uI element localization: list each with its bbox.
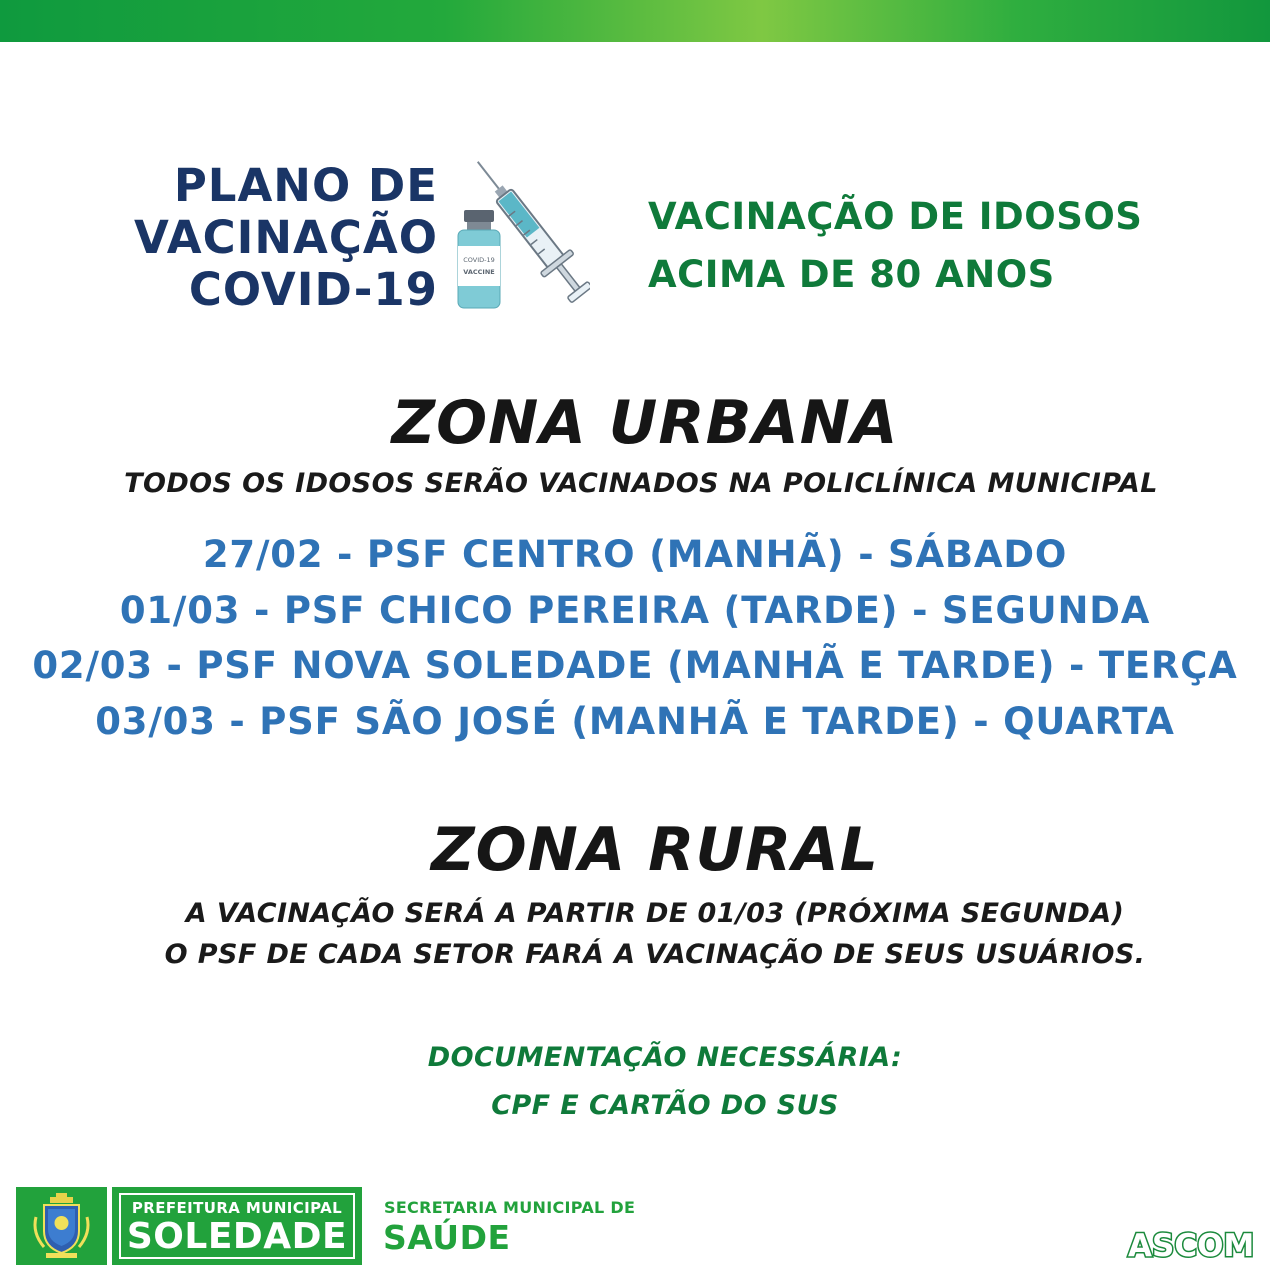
- headline: [648, 188, 1208, 304]
- plan-title-line-3: COVID-19: [188, 263, 438, 316]
- prefeitura-logo: [112, 1187, 362, 1265]
- zona-rural-title: ZONA RURAL: [431, 815, 879, 885]
- schedule-item: 03/03 - PSF SÃO JOSÉ (MANHÃ E TARDE) - QUARTA: [95, 699, 1175, 743]
- schedule-list: [0, 527, 1270, 749]
- vaccine-syringe-icon: [450, 150, 590, 315]
- schedule-item: 02/03 - PSF NOVA SOLEDADE (MANHÃ E TARDE) - TERÇA: [32, 644, 1238, 687]
- city-name: SOLEDADE: [126, 1216, 348, 1257]
- saude-label: SAÚDE: [383, 1218, 511, 1257]
- headline-line-2: ACIMA DE 80 ANOS: [648, 253, 1055, 296]
- plan-title-line-2: VACINAÇÃO: [134, 211, 438, 264]
- plan-title: [118, 160, 438, 316]
- prefeitura-label: PREFEITURA MUNICIPAL: [131, 1199, 343, 1217]
- documentation-line-1: DOCUMENTAÇÃO NECESSÁRIA:: [427, 1042, 903, 1073]
- schedule-item: 01/03 - PSF CHICO PEREIRA (TARDE) - SEGUNDA: [119, 588, 1151, 632]
- headline-line-1: VACINAÇÃO DE IDOSOS: [648, 195, 1143, 238]
- documentation-note: [0, 1034, 1270, 1130]
- documentation-line-2: CPF E CARTÃO DO SUS: [491, 1090, 839, 1121]
- ascom-logo: ASCOM: [1128, 1228, 1255, 1264]
- schedule-item: 27/02 - PSF CENTRO (MANHÃ) - SÁBADO: [202, 533, 1068, 576]
- zona-rural-info: [20, 893, 1270, 975]
- secretaria-label: SECRETARIA MUNICIPAL DE: [384, 1198, 636, 1217]
- municipal-crest-icon: [16, 1187, 107, 1265]
- zona-rural-line-1: A VACINAÇÃO SERÁ A PARTIR DE 01/03 (PRÓXIMA SEGUNDA): [185, 898, 1125, 929]
- top-green-bar: [0, 0, 1270, 42]
- vial-label-line-2: VACCINE: [463, 268, 495, 276]
- zona-urbana-title: ZONA URBANA: [391, 388, 899, 458]
- zona-urbana-subtitle: TODOS OS IDOSOS SERÃO VACINADOS NA POLICLÍNICA MUNICIPAL: [124, 468, 1158, 499]
- vial-label-line-1: COVID-19: [463, 256, 495, 264]
- plan-title-line-1: PLANO DE: [173, 159, 438, 212]
- zona-rural-line-2: O PSF DE CADA SETOR FARÁ A VACINAÇÃO DE SEUS USUÁRIOS.: [164, 939, 1146, 970]
